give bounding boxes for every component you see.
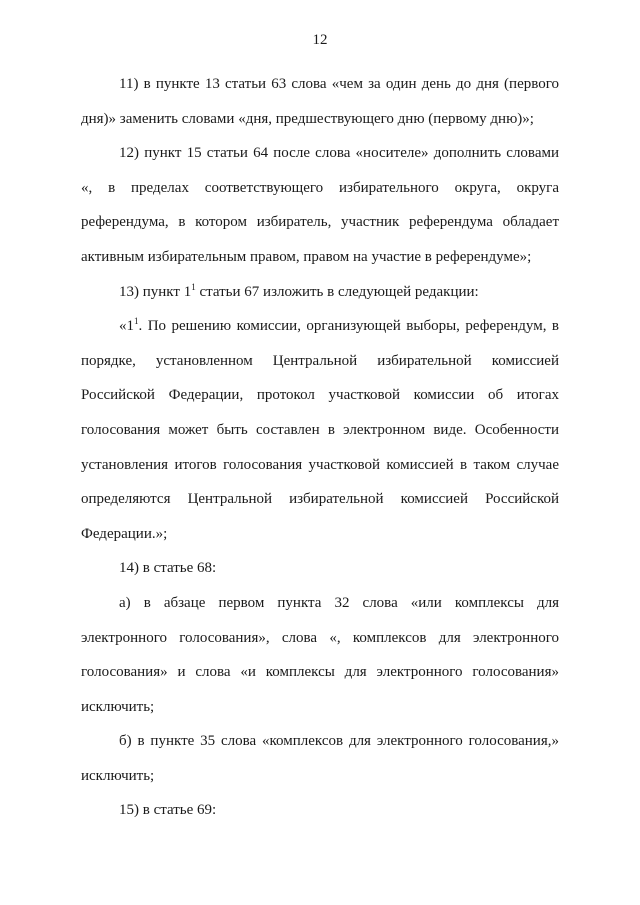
provision-text: . По решению комиссии, организующей выборы, референдум, в порядке, установленном Центральной избирательной комиссией Российской Федерации, протокол участковой комиссии об итогах голосования может быть составлен в электронном виде. Особенности установления итогов голосования участковой комиссией в таком случае определяются Центральной избирательной комиссией Российской Федерации.»; <box>81 318 559 542</box>
paragraph-13-text-end: статьи 67 изложить в следующей редакции: <box>195 283 479 300</box>
paragraph-item-12: 12) пункт 15 статьи 64 после слова «носителе» дополнить словами «, в пределах соответствующего избирательного округа, округа референдума, в котором избиратель, участник референдума обладает активным избирательным правом, правом на участие в референдуме»; <box>81 145 559 265</box>
paragraph-item-15: 15) в статье 69: <box>119 802 217 819</box>
page-number: 12 <box>312 32 328 48</box>
superscript-index: 1 <box>191 281 196 292</box>
paragraph-item-11: 11) в пункте 13 статьи 63 слова «чем за один день до дня (первого дня)» заменить словами «дня, предшествующего дню (первому дню)»; <box>81 76 559 127</box>
superscript-index: 1 <box>134 316 139 327</box>
provision-number: «1 <box>119 318 134 335</box>
document-body <box>81 67 559 828</box>
paragraph-item-13 <box>81 275 559 310</box>
paragraph-item-14: 14) в статье 68: <box>119 560 217 577</box>
quoted-new-provision <box>81 309 559 551</box>
subparagraph-a: а) в абзаце первом пункта 32 слова «или комплексы для электронного голосования», слова «, комплексов для электронного голосования» и слова «и комплексы для электронного голосования» исключить; <box>81 594 559 715</box>
paragraph-13-text-start: 13) пункт 1 <box>119 283 192 300</box>
subparagraph-b: б) в пункте 35 слова «комплексов для электронного голосования,» исключить; <box>81 733 559 784</box>
